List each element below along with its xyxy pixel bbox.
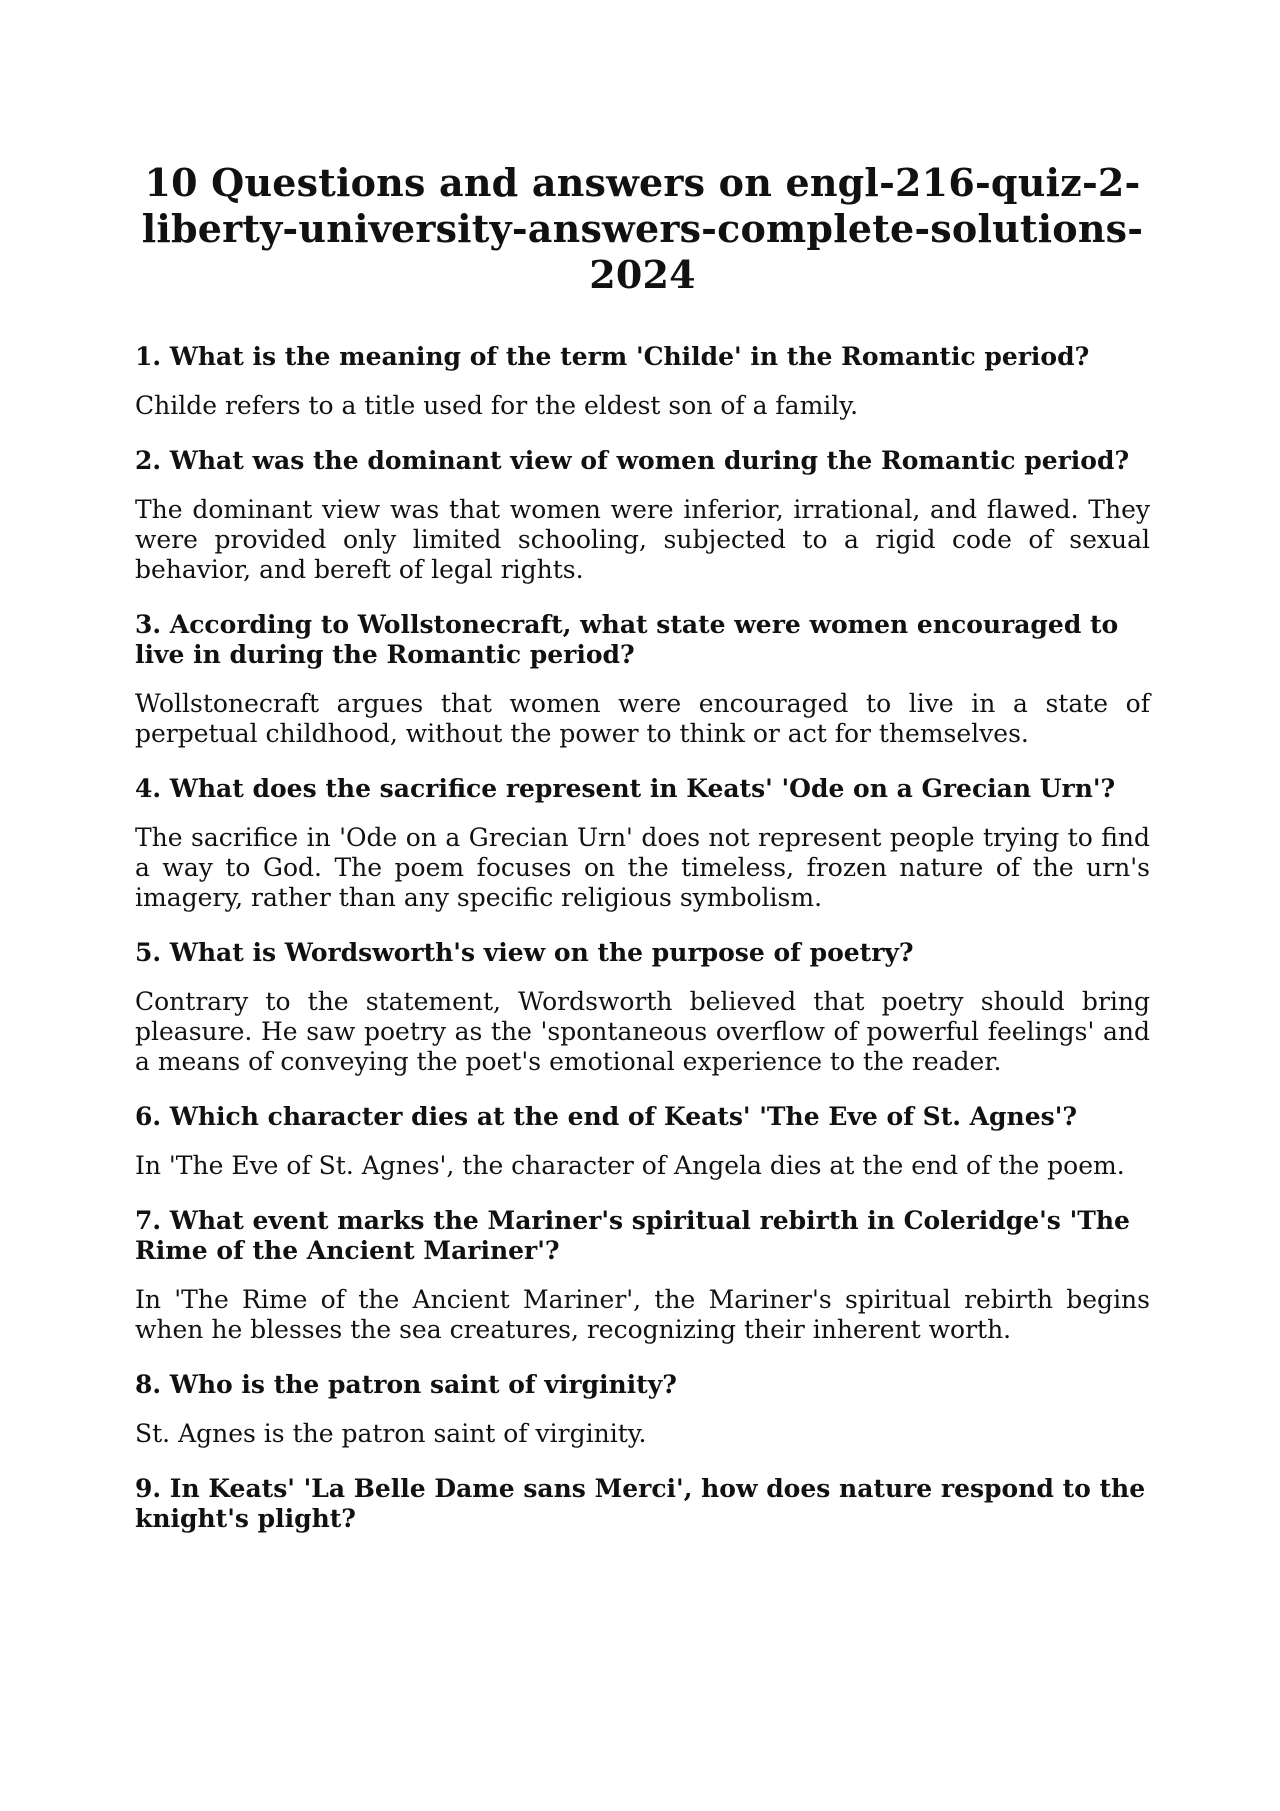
answer-3: Wollstonecraft argues that women were encouraged to live in a state of perpetual childhood, without the power to think or act for themselves. — [135, 689, 1150, 748]
question-1: 1. What is the meaning of the term 'Childe' in the Romantic period? — [135, 342, 1090, 371]
document-title: 10 Questions and answers on engl-216-quiz-2-liberty-university-answers-complete-solutions-2024 — [141, 160, 1144, 297]
qa-item-9 — [135, 1474, 1150, 1534]
qa-item-4 — [135, 774, 1150, 913]
question-4: 4. What does the sacrifice represent in Keats' 'Ode on a Grecian Urn'? — [135, 774, 1116, 803]
qa-item-5 — [135, 938, 1150, 1077]
qa-item-6 — [135, 1102, 1150, 1181]
question-8: 8. Who is the patron saint of virginity? — [135, 1370, 677, 1399]
answer-7: In 'The Rime of the Ancient Mariner', the Mariner's spiritual rebirth begins when he blesses the sea creatures, recognizing their inherent worth. — [135, 1285, 1150, 1344]
question-3: 3. According to Wollstonecraft, what state were women encouraged to live in during the Romantic period? — [135, 610, 1119, 669]
answer-6: In 'The Eve of St. Agnes', the character of Angela dies at the end of the poem. — [135, 1151, 1125, 1180]
answer-2: The dominant view was that women were inferior, irrational, and flawed. They were provided only limited schooling, subjected to a rigid code of sexual behavior, and bereft of legal rights. — [135, 495, 1150, 584]
answer-1: Childe refers to a title used for the eldest son of a family. — [135, 391, 859, 420]
question-6: 6. Which character dies at the end of Keats' 'The Eve of St. Agnes'? — [135, 1102, 1077, 1131]
question-7: 7. What event marks the Mariner's spiritual rebirth in Coleridge's 'The Rime of the Ancient Mariner'? — [135, 1206, 1130, 1265]
qa-item-2 — [135, 446, 1150, 585]
question-5: 5. What is Wordsworth's view on the purpose of poetry? — [135, 938, 914, 967]
question-2: 2. What was the dominant view of women during the Romantic period? — [135, 446, 1130, 475]
qa-item-8 — [135, 1370, 1150, 1449]
document-page — [135, 160, 1150, 1553]
answer-5: Contrary to the statement, Wordsworth believed that poetry should bring pleasure. He saw poetry as the 'spontaneous overflow of powerful feelings' and a means of conveying the poet's emotional experience to the reader. — [135, 987, 1150, 1076]
answer-8: St. Agnes is the patron saint of virginity. — [135, 1419, 647, 1448]
qa-item-3 — [135, 610, 1150, 749]
qa-item-1 — [135, 342, 1150, 421]
qa-item-7 — [135, 1206, 1150, 1345]
question-9: 9. In Keats' 'La Belle Dame sans Merci', how does nature respond to the knight's plight? — [135, 1474, 1146, 1533]
answer-4: The sacrifice in 'Ode on a Grecian Urn' does not represent people trying to find a way to God. The poem focuses on the timeless, frozen nature of the urn's imagery, rather than any specific religious symbolism. — [135, 823, 1150, 912]
